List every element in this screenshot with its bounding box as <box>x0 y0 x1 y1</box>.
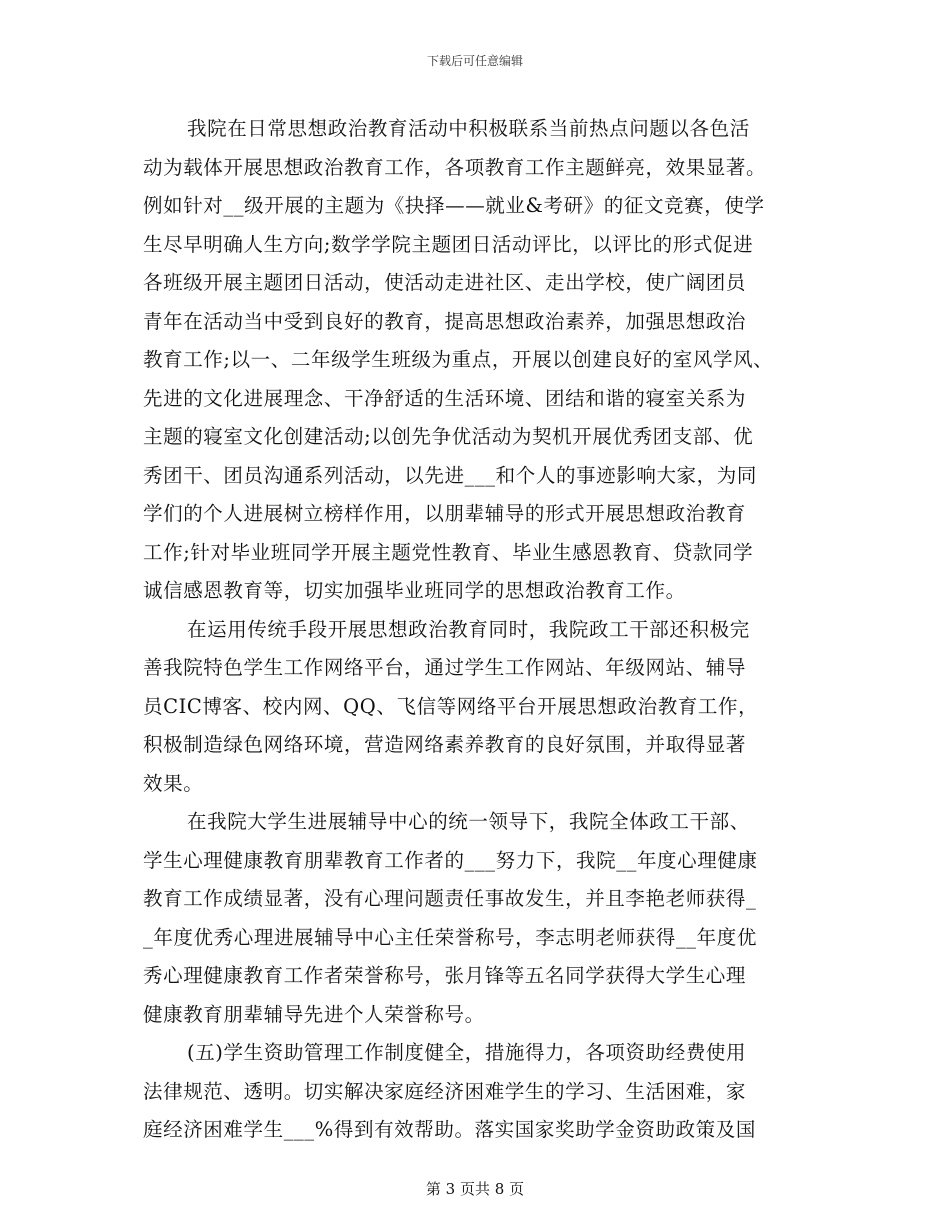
text-line: _年度优秀心理进展辅导中心主任荣誉称号，李志明老师获得__年度优 <box>143 925 757 949</box>
text-line: 例如针对__级开展的主题为《抉择——就业&考研》的征文竞赛，使学 <box>143 194 765 217</box>
text-line: 庭经济困难学生___%得到有效帮助。落实国家奖助学金资助政策及国 <box>143 1118 756 1141</box>
text-line: 秀团干、团员沟通系列活动，以先进___和个人的事迹影响大家，为同 <box>143 463 757 487</box>
text-line: 工作;针对毕业班同学开展主题党性教育、毕业生感恩教育、贷款同学 <box>143 540 754 564</box>
text-line: 在我院大学生进展辅导中心的统一领导下，我院全体政工干部、 <box>187 810 750 833</box>
text-line: 善我院特色学生工作网络平台，通过学生工作网站、年级网站、辅导 <box>143 656 747 679</box>
text-line: 动为载体开展思想政治教育工作，各项教育工作主题鲜亮，效果显著。 <box>143 155 767 179</box>
text-line: 积极制造绿色网络环境，营造网络素养教育的良好氛围，并取得显著 <box>143 733 747 756</box>
text-line: 主题的寝室文化创建活动;以创先争优活动为契机开展优秀团支部、优 <box>143 425 754 448</box>
text-line: 健康教育朋辈辅导先进个人荣誉称号。 <box>143 1002 485 1026</box>
text-line: 员CIC博客、校内网、QQ、飞信等网络平台开展思想政治教育工作， <box>143 694 759 718</box>
text-line: 青年在活动当中受到良好的教育，提高思想政治素养，加强思想政治 <box>143 309 747 333</box>
text-line: 生尽早明确人生方向;数学学院主题团日活动评比，以评比的形式促进 <box>143 232 754 256</box>
text-line: 秀心理健康教育工作者荣誉称号，张月锋等五名同学获得大学生心理 <box>143 964 747 987</box>
text-line: 学生心理健康教育朋辈教育工作者的___努力下，我院__年度心理健康 <box>143 848 758 872</box>
document-body <box>143 110 823 1150</box>
text-line: (五)学生资助管理工作制度健全，措施得力，各项资助经费使用 <box>187 1041 747 1064</box>
text-line: 我院在日常思想政治教育活动中积极联系当前热点问题以各色活 <box>187 117 750 140</box>
text-line: 诚信感恩教育等，切实加强毕业班同学的思想政治教育工作。 <box>143 579 686 602</box>
text-line: 教育工作;以一、二年级学生班级为重点，开展以创建良好的室风学风、 <box>143 348 774 371</box>
text-line: 法律规范、透明。切实解决家庭经济困难学生的学习、生活困难，家 <box>143 1079 747 1103</box>
text-line: 教育工作成绩显著，没有心理问题责任事故发生，并且李艳老师获得_ <box>143 887 757 910</box>
text-line: 先进的文化进展理念、干净舒适的生活环境、团结和谐的寝室关系为 <box>143 386 747 410</box>
page-number: 第 3 页共 8 页 <box>425 1180 525 1198</box>
text-line: 学们的个人进展树立榜样作用，以朋辈辅导的形式开展思想政治教育 <box>143 502 747 525</box>
text-line: 效果。 <box>143 771 204 795</box>
header-note: 下载后可任意编辑 <box>426 54 523 68</box>
text-line: 各班级开展主题团日活动，使活动走进社区、走出学校，使广阔团员 <box>143 271 747 294</box>
text-line: 在运用传统手段开展思想政治教育同时，我院政工干部还积极完 <box>187 617 750 641</box>
